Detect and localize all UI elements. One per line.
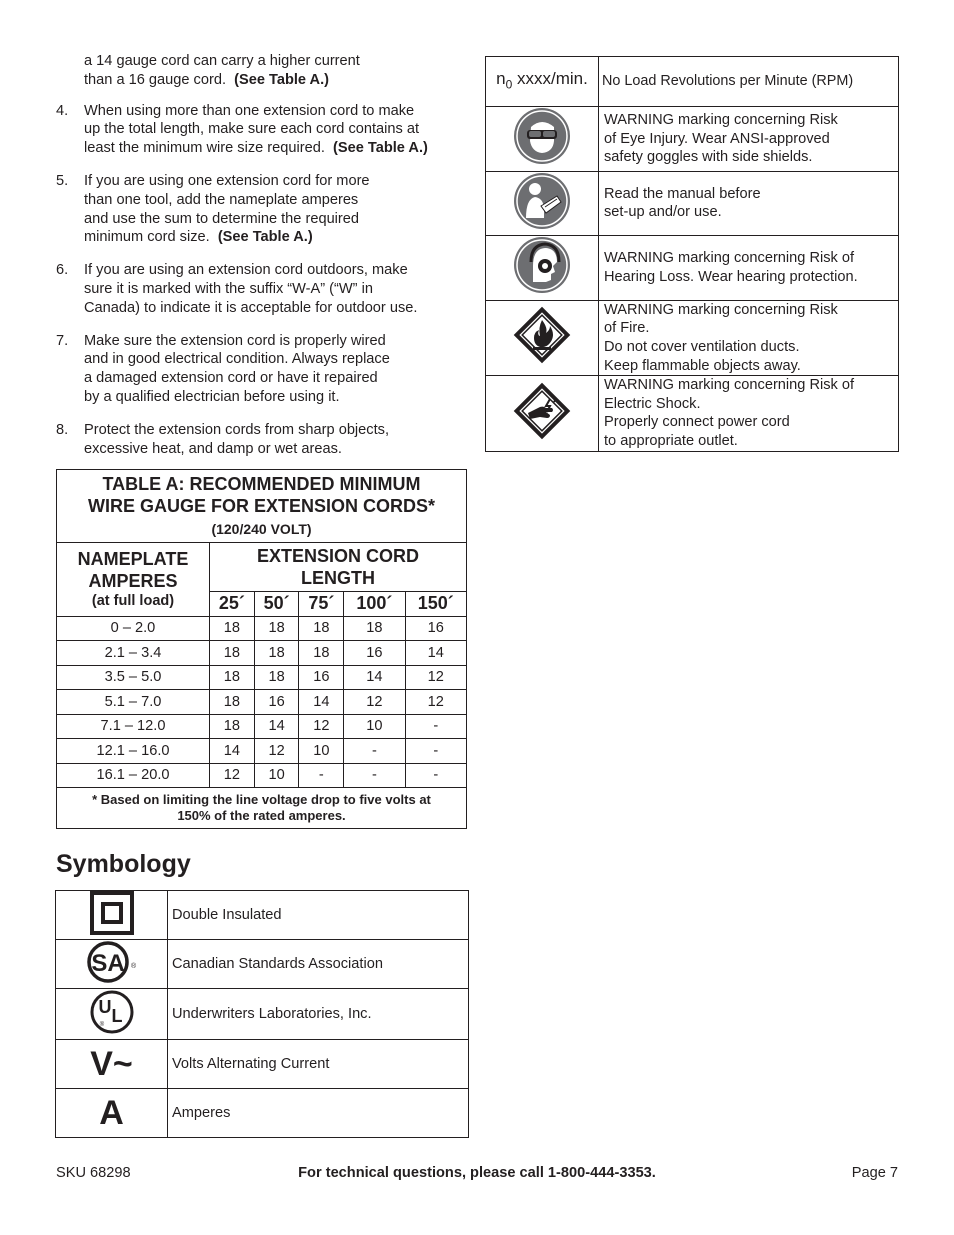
csa-icon: [86, 940, 138, 984]
intro-paragraph: a 14 gauge cord can carry a higher current than a 16 gauge cord. (See Table A.): [84, 53, 360, 88]
table-row: $n_0$ xxxx/min. No Load Revolutions per Minute (RPM): [486, 57, 899, 107]
table-row: V~ Volts Alternating Current: [56, 1040, 469, 1089]
volts-ac-icon: V~: [90, 1045, 133, 1083]
table-row: 12.1 – 16.0 14 12 10 - -: [57, 739, 467, 764]
nameplate-header: NAMEPLATE AMPERES (at full load): [57, 543, 210, 617]
svg-text:U: U: [98, 997, 111, 1017]
table-footnote: * Based on limiting the line voltage drop to five volts at 150% of the rated amperes.: [57, 788, 467, 829]
list-item: 8. Protect the extension cords from sharp objects, excessive heat, and damp or wet areas.: [56, 421, 389, 457]
table-row: 16.1 – 20.0 12 10 - - -: [57, 763, 467, 788]
length-header: EXTENSION CORD LENGTH: [210, 543, 467, 592]
hearing-protection-icon: [513, 236, 571, 294]
svg-text:SA: SA: [90, 950, 125, 977]
page-number: Page 7: [851, 1165, 898, 1181]
double-insulated-icon: [90, 891, 134, 935]
page-footer: [56, 1165, 898, 1185]
warnings-table: [485, 56, 899, 452]
list-item: 7. Make sure the extension cord is properly wired and in good electrical condition. Always replace a damaged extension cord or have it repaired by a qualified electrician before using it.: [56, 332, 390, 405]
sku-number: SKU 68298: [56, 1165, 131, 1181]
read-manual-icon: [513, 172, 571, 230]
length-25: 25´: [210, 592, 255, 617]
table-row: 2.1 – 3.4 18 18 18 16 14: [57, 641, 467, 666]
table-row: 3.5 – 5.0 18 18 16 14 12: [57, 665, 467, 690]
length-100: 100´: [344, 592, 405, 617]
length-50: 50´: [254, 592, 299, 617]
table-row: WARNING marking concerning Risk of Fire. Do not cover ventilation ducts. Keep flammable objects away.: [486, 300, 899, 375]
table-row: A Amperes: [56, 1089, 469, 1138]
table-row: Double Insulated: [56, 891, 469, 940]
eye-protection-icon: [513, 107, 571, 165]
fire-hazard-icon: [512, 305, 572, 365]
table-title: TABLE A: RECOMMENDED MINIMUM WIRE GAUGE FOR EXTENSION CORDS* (120/240 VOLT): [57, 470, 467, 543]
svg-text:®: ®: [130, 963, 136, 970]
section-title: Symbology: [56, 850, 191, 878]
svg-text:L: L: [111, 1006, 122, 1026]
list-item: 4. When using more than one extension cord to make up the total length, make sure each cord contains at least the minimum wire size required. (See Table A.): [56, 102, 428, 157]
table-row: 7.1 – 12.0 18 14 12 10 -: [57, 714, 467, 739]
table-a: [56, 469, 467, 829]
length-150: 150´: [405, 592, 466, 617]
table-row: WARNING marking concerning Risk of Eye Injury. Wear ANSI-approved safety goggles with side shields.: [486, 107, 899, 172]
table-row: U L ® Underwriters Laboratories, Inc.: [56, 989, 469, 1040]
length-75: 75´: [299, 592, 344, 617]
table-row: Read the manual before set-up and/or use.: [486, 171, 899, 236]
table-row: 5.1 – 7.0 18 16 14 12 12: [57, 690, 467, 715]
svg-text:®: ®: [99, 1022, 104, 1028]
electric-shock-icon: [512, 381, 572, 441]
list-item: 6. If you are using an extension cord outdoors, make sure it is marked with the suffix “W-A” (“W” in Canada) to indicate it is acceptable for outdoor use.: [56, 262, 418, 316]
table-row: WARNING marking concerning Risk of Hearing Loss. Wear hearing protection.: [486, 236, 899, 301]
table-row: WARNING marking concerning Risk of Electric Shock. Properly connect power cord to appropriate outlet.: [486, 376, 899, 451]
tech-support-phone: For technical questions, please call 1-800-444-3353.: [298, 1165, 656, 1181]
amperes-icon: A: [99, 1094, 124, 1132]
symbology-table: [55, 890, 469, 1138]
rpm-symbol: $n_0$ xxxx/min.: [486, 57, 599, 107]
table-row: SA ® Canadian Standards Association: [56, 940, 469, 989]
instructions-list: [56, 52, 468, 472]
list-item: 5. If you are using one extension cord for more than one tool, add the nameplate amperes and use the sum to determine the required minimum cord size. (See Table A.): [56, 172, 370, 246]
table-row: 0 – 2.0 18 18 18 18 16: [57, 616, 467, 641]
ul-icon: [89, 989, 135, 1035]
